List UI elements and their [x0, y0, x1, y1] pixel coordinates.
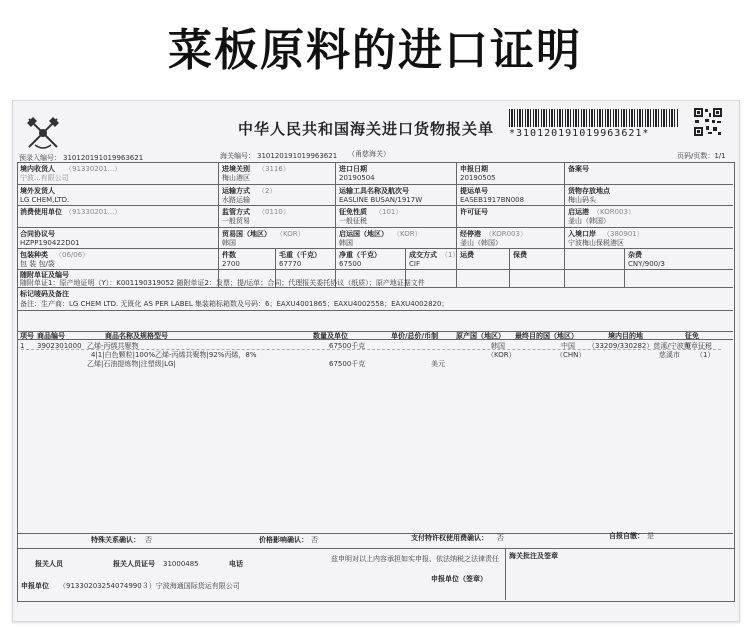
declaring-unit-value: （91330203254074990３）宁波海通国际货运有限公司: [59, 582, 240, 590]
goods-item-no: 1: [20, 342, 25, 350]
net-weight-value: 67500: [339, 260, 362, 268]
price-impact-value: 否: [311, 536, 318, 544]
special-relation-value: 否: [145, 536, 152, 544]
goods-header-origin: 原产国（地区）: [456, 332, 505, 340]
marks-value: 备注：生产商：LG CHEM LTD. 无既化 AS PER LABEL 集装箱标箱数及号码：6；EAXU4001865；EAXU4002558；EAXU4002820；: [20, 300, 449, 308]
goods-header-destination: 最终目的国（地区）: [515, 332, 578, 340]
declare-date-value: 20190505: [460, 174, 496, 182]
contract-label: 合同协议号: [20, 230, 55, 238]
transport-mode-value: 水路运输: [222, 196, 250, 204]
goods-header-qty: 数量及单位: [313, 332, 348, 340]
goods-qty-line2: 67500千克: [329, 360, 366, 368]
freight-label: 运费: [460, 251, 474, 259]
legal-statement: 兹申明对以上内容承担如实申报、依法纳税之法律责任: [331, 555, 499, 563]
goods-domestic-line2: 慈溪市: [659, 351, 680, 359]
levy-label: 征免性质: [339, 208, 367, 216]
goods-header-price: 单价/总价/币制: [391, 332, 439, 340]
origin-country-label: 启运国（地区）: [339, 230, 388, 238]
customs-number-label: 海关编号：: [220, 152, 255, 160]
contract-value: HZPP190422D01: [20, 239, 80, 247]
package-code: （06/06）: [55, 251, 90, 259]
entry-port-value: 宁波梅山保税港区: [568, 239, 624, 247]
port-stamp: （甬慈海关）: [348, 150, 390, 158]
import-date-label: 进口日期: [339, 165, 367, 173]
shipper-value: LG CHEM,LTD.: [20, 196, 70, 204]
departure-port-value: 釜山（韩国）: [568, 217, 610, 225]
package-value: 包 装 包/袋: [20, 260, 55, 268]
transit-port-code: （KOR003）: [485, 230, 527, 238]
declare-date-label: 申报日期: [460, 165, 488, 173]
misc-fee-value: CNY/900/3: [628, 260, 665, 268]
entry-customs-label: 进境关别: [222, 165, 250, 173]
customs-emblem-icon: [21, 111, 65, 155]
gross-weight-value: 67770: [279, 260, 302, 268]
docs-value: 随附单证1：原产地证明（Y）：K001190319052 随附单证2：发票；提/运单；合同；代理报关委托协议（纸质）；原产地证据文件: [20, 279, 425, 287]
deal-mode-code: （1）: [441, 251, 460, 259]
entry-port-label: 入境口岸: [568, 230, 596, 238]
goods-header-code: 商品编号: [37, 332, 65, 340]
goods-header-item: 项号: [20, 332, 34, 340]
customs-remark-label: 海关批注及签章: [509, 552, 558, 560]
trade-country-label: 贸易国（地区）: [222, 230, 271, 238]
transport-mode-code: （2）: [258, 187, 277, 195]
qr-code-icon: [693, 107, 723, 137]
special-relation-label: 特殊关系确认：: [91, 536, 140, 544]
declaring-unit-seal-label: 申报单位（签章）: [431, 575, 487, 583]
price-impact-label: 价格影响确认：: [259, 536, 308, 544]
entry-customs-value: 梅山港区: [222, 174, 250, 182]
record-no-label: 备案号: [568, 165, 589, 173]
goods-header-name: 商品名称及规格型号: [105, 332, 168, 340]
transport-mode-label: 运输方式: [222, 187, 250, 195]
net-weight-label: 净重（千克）: [339, 251, 381, 259]
goods-name-line3: 乙烯|石油提炼物|注塑级|LG|: [87, 360, 176, 368]
transit-port-value: 釜山（韩国）: [460, 239, 502, 247]
preentry-label: 预录入编号：: [19, 154, 61, 162]
package-label: 包装种类: [20, 251, 48, 259]
goods-currency: 美元: [431, 360, 445, 368]
phone-label: 电话: [229, 560, 243, 568]
consumer-label: 消费使用单位: [20, 208, 62, 216]
insurance-label: 保费: [513, 251, 527, 259]
preentry-number: 310120191019963621: [63, 154, 144, 162]
pieces-label: 件数: [222, 251, 236, 259]
vessel-value: EASLINE BUSAN/1917W: [339, 196, 423, 204]
supervision-code: （0110）: [258, 208, 290, 216]
goods-origin-line2: （KOR）: [487, 351, 516, 359]
storage-label: 货物存放地点: [568, 187, 610, 195]
declarant-cert-value: 31000485: [163, 560, 199, 568]
page-headline: 菜板原料的进口证明: [168, 25, 582, 76]
deal-mode-label: 成交方式: [409, 251, 437, 259]
vessel-label: 运输工具名称及航次号: [339, 187, 409, 195]
levy-value: 一般征税: [339, 217, 367, 225]
trade-country-code: （KOR）: [276, 230, 305, 238]
levy-code: （101）: [375, 208, 403, 216]
form-title: 中华人民共和国海关进口货物报关单: [238, 120, 495, 138]
goods-code: 3902301000: [37, 342, 82, 350]
shipper-label: 境外发货人: [20, 187, 55, 195]
royalty-value: 否: [497, 534, 504, 542]
entry-port-code: （380901）: [603, 230, 644, 238]
pieces-value: 2700: [222, 260, 240, 268]
page-count: 页码/页数：1/1: [677, 152, 726, 160]
gross-weight-label: 毛重（千克）: [279, 251, 321, 259]
consignee-label: 境内收货人: [20, 165, 55, 173]
origin-country-value: 韩国: [339, 239, 353, 247]
declaring-unit-label: 申报单位: [21, 582, 49, 590]
import-date-value: 20190504: [339, 174, 375, 182]
goods-domestic-line1: （33209/330282）慈溪/宁波市: [588, 342, 691, 350]
goods-origin-line1: 韩国: [491, 342, 505, 350]
marks-label: 标记唛码及备注: [20, 290, 69, 298]
bl-label: 提运单号: [460, 187, 488, 195]
self-report-value: 是: [647, 532, 654, 540]
departure-port-code: （KOR003）: [593, 208, 635, 216]
declarant-cert-label: 报关人员证号: [113, 560, 155, 568]
goods-qty-line1: 67500千克: [329, 342, 366, 350]
license-label: 许可证号: [460, 208, 488, 216]
goods-levy-line2: （1）: [696, 351, 715, 359]
customs-number: 310120191019963621: [257, 152, 338, 160]
goods-name-line1: 乙烯-丙烯共聚物: [87, 342, 139, 350]
goods-destination-line1: 中国: [561, 342, 575, 350]
goods-name-line2: 4|1|白色颗粒|100%乙烯-丙烯共聚物|92%丙烯，8%: [91, 351, 257, 359]
bl-value: EASEB1917BN008: [460, 196, 525, 204]
self-report-label: 自报自缴：: [609, 532, 644, 540]
customs-declaration-form: [12, 100, 740, 622]
consumer-code: （91330201...）: [65, 208, 122, 216]
goods-header-levy: 征免: [685, 332, 699, 340]
supervision-value: 一般贸易: [222, 217, 250, 225]
supervision-label: 监管方式: [222, 208, 250, 216]
barcode-graphic: [509, 109, 679, 127]
royalty-label: 支付特许权使用费确认：: [411, 534, 488, 542]
transit-port-label: 经停港: [460, 230, 481, 238]
goods-header-domestic: 境内目的地: [608, 332, 643, 340]
entry-customs-code: （3116）: [258, 165, 290, 173]
deal-mode-value: CIF: [409, 260, 420, 268]
misc-fee-label: 杂费: [628, 251, 642, 259]
departure-port-label: 启运港: [568, 208, 589, 216]
declarant-label: 报关人员: [35, 560, 63, 568]
origin-country-code: （KOR）: [393, 230, 422, 238]
goods-destination-line2: （CHN）: [556, 351, 586, 359]
barcode-number: *310120191019963621*: [509, 128, 650, 139]
trade-country-value: 韩国: [222, 239, 236, 247]
goods-levy-line1: 照章征税: [684, 342, 712, 350]
consignee-code: （91330201...）: [65, 165, 122, 173]
storage-value: 梅山码头: [568, 196, 596, 204]
consignee-value: 宁波...有限公司: [20, 174, 69, 182]
docs-label: 随附单证及编号: [20, 271, 69, 279]
